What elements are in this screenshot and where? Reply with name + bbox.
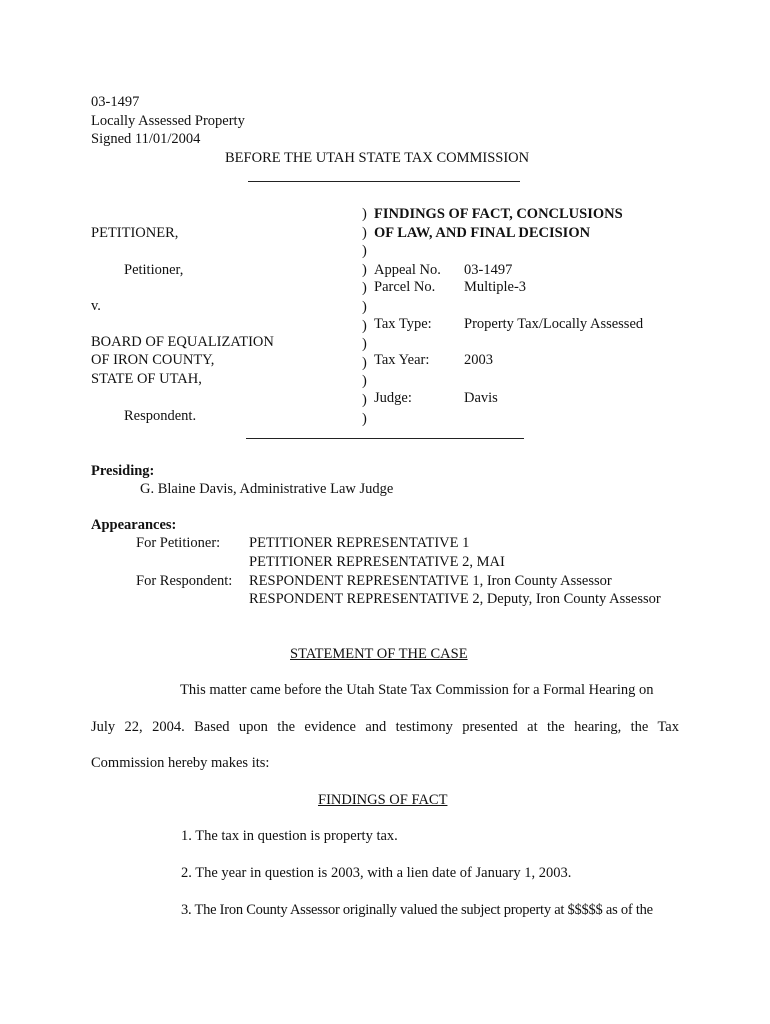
presiding-judge: G. Blaine Davis, Administrative Law Judge [140, 481, 394, 497]
respondent-line1: BOARD OF EQUALIZATION [91, 334, 274, 350]
parcel-no-label: Parcel No. [374, 279, 436, 295]
parcel-no-value: Multiple-3 [464, 279, 527, 295]
statement-line3: Commission hereby makes its: [91, 755, 270, 771]
appeal-no-value: 03-1497 [464, 262, 513, 278]
respondent-rep-2: RESPONDENT REPRESENTATIVE 2, Deputy, Iron County Assessor [249, 591, 661, 607]
caption-parentheses: ) ) ) ) ) ) ) ) ) ) ) ) [362, 206, 367, 427]
signed-date: Signed 11/01/2004 [91, 131, 201, 147]
petitioner-rep-1: PETITIONER REPRESENTATIVE 1 [249, 535, 470, 551]
statement-line1: This matter came before the Utah State Tax Commission for a Formal Hearing on [180, 682, 654, 698]
tax-type-label: Tax Type: [374, 316, 432, 332]
tax-year-label: Tax Year: [374, 352, 430, 368]
respondent-line3: STATE OF UTAH, [91, 371, 202, 387]
findings-heading: FINDINGS OF FACT [318, 792, 448, 808]
petitioner-role: Petitioner, [124, 262, 184, 278]
document-title-line1: FINDINGS OF FACT, CONCLUSIONS [374, 206, 623, 222]
finding-item-3: 3. The Iron County Assessor originally valued the subject property at $$$$$ as of the [181, 902, 653, 918]
document-title-line2: OF LAW, AND FINAL DECISION [374, 225, 591, 241]
respondent-rep-1: RESPONDENT REPRESENTATIVE 1, Iron County Assessor [249, 573, 612, 589]
petitioner-name: PETITIONER, [91, 225, 179, 241]
tax-year-value: 2003 [464, 352, 493, 368]
judge-value: Davis [464, 390, 498, 406]
case-type: Locally Assessed Property [91, 113, 245, 129]
respondent-role: Respondent. [124, 408, 197, 424]
court-name: BEFORE THE UTAH STATE TAX COMMISSION [225, 150, 530, 166]
versus: v. [91, 298, 101, 314]
appeal-no-label: Appeal No. [374, 262, 441, 278]
presiding-heading: Presiding: [91, 463, 155, 479]
finding-item-2: 2. The year in question is 2003, with a lien date of January 1, 2003. [181, 865, 572, 881]
respondent-line2: OF IRON COUNTY, [91, 352, 215, 368]
finding-item-1: 1. The tax in question is property tax. [181, 828, 398, 844]
petitioner-rep-2: PETITIONER REPRESENTATIVE 2, MAI [249, 554, 505, 570]
for-respondent-label: For Respondent: [136, 573, 233, 589]
statement-heading: STATEMENT OF THE CASE [290, 646, 468, 662]
caption-top-rule [248, 181, 520, 182]
tax-type-value: Property Tax/Locally Assessed [464, 316, 644, 332]
appearances-heading: Appearances: [91, 517, 177, 533]
caption-bottom-rule [246, 438, 524, 439]
for-petitioner-label: For Petitioner: [136, 535, 221, 551]
case-number: 03-1497 [91, 94, 140, 110]
statement-line2: July 22, 2004. Based upon the evidence and testimony presented at the hearing, the Tax [91, 719, 679, 735]
judge-label: Judge: [374, 390, 412, 406]
